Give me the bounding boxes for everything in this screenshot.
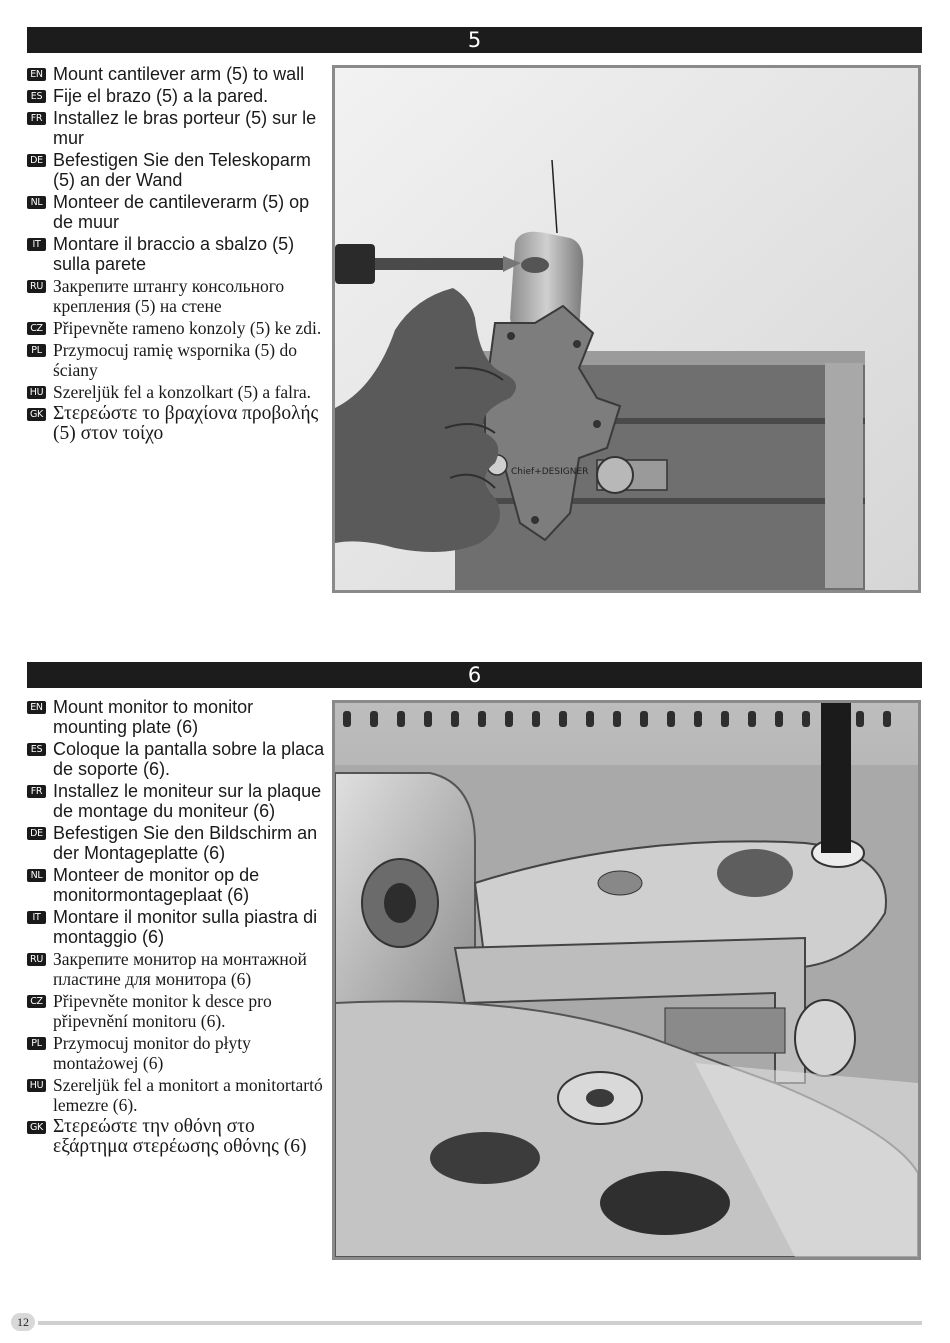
locking-knob-icon [795, 1000, 855, 1076]
step-6-header [27, 662, 922, 688]
lang-code-badge: DE [27, 154, 46, 167]
instruction-it [27, 234, 327, 274]
lang-code-badge: GK [27, 1121, 46, 1134]
plate-brand-text: Chief+DESIGNER [511, 467, 589, 477]
instruction-text: Mount cantilever arm (5) to wall [53, 64, 305, 84]
lang-code-badge: CZ [27, 995, 46, 1008]
instruction-hu [27, 1075, 327, 1115]
instruction-es [27, 86, 327, 106]
instruction-text: Στερεώστε την οθόνη στο εξάρτημα στερέωσης οθόνης (6) [53, 1116, 307, 1157]
instruction-ru [27, 276, 327, 316]
instruction-text: Befestigen Sie den Teleskoparm (5) an der Wand [53, 150, 311, 190]
instruction-de [27, 150, 327, 190]
lang-code-badge: ES [27, 743, 46, 756]
step-6-photo [332, 700, 921, 1260]
instruction-nl [27, 192, 327, 232]
instruction-text: Montare il monitor sulla piastra di montaggio (6) [53, 907, 318, 947]
page-number: 12 [11, 1313, 35, 1331]
step-5-header [27, 27, 922, 53]
instruction-text: Připevněte monitor k desce pro připevnění monitoru (6). [53, 991, 272, 1031]
lang-code-badge: RU [27, 953, 46, 966]
lang-code-badge: FR [27, 112, 46, 125]
instruction-ru [27, 949, 327, 989]
instruction-text: Στερεώστε το βραχίονα προβολής (5) στον τοίχο [53, 403, 319, 444]
instruction-text: Закрепите штангу консольного крепления (5) на стене [53, 276, 285, 316]
instruction-pl [27, 1033, 327, 1073]
lang-code-badge: IT [27, 238, 46, 251]
instruction-it [27, 907, 327, 947]
step-5-instructions [27, 64, 327, 446]
lang-code-badge: HU [27, 1079, 46, 1092]
step-5-number: 5 [467, 28, 482, 52]
instruction-pl [27, 340, 327, 380]
instruction-text: Закрепите монитор на монтажной пластине для монитора (6) [53, 949, 307, 989]
instruction-nl [27, 865, 327, 905]
instruction-gk [27, 404, 327, 444]
instruction-text: Coloque la pantalla sobre la placa de soporte (6). [53, 739, 325, 779]
step-6-number: 6 [467, 663, 482, 687]
instruction-fr [27, 781, 327, 821]
instruction-text: Przymocuj ramię wspornika (5) do ściany [53, 340, 297, 380]
instruction-en [27, 697, 327, 737]
lang-code-badge: EN [27, 701, 46, 714]
instruction-text: Monteer de monitor op de monitormontageplaat (6) [53, 865, 260, 905]
instruction-text: Mount monitor to monitor mounting plate (6) [53, 697, 254, 737]
step-5-illustration [335, 68, 918, 590]
instruction-text: Fije el brazo (5) a la pared. [53, 86, 269, 106]
instruction-fr [27, 108, 327, 148]
lang-code-badge: IT [27, 911, 46, 924]
lang-code-badge: FR [27, 785, 46, 798]
instruction-text: Przymocuj monitor do płyty montażowej (6) [53, 1033, 251, 1073]
instruction-gk [27, 1117, 327, 1157]
perforated-strip [343, 711, 891, 727]
step-6-illustration [335, 703, 918, 1257]
instruction-text: Szereljük fel a monitort a monitortartó lemezre (6). [53, 1075, 323, 1115]
lang-code-badge: NL [27, 869, 46, 882]
instruction-en [27, 64, 327, 84]
drill-body [335, 244, 375, 284]
lang-code-badge: ES [27, 90, 46, 103]
knob-icon [597, 457, 633, 493]
instruction-es [27, 739, 327, 779]
instruction-cz [27, 318, 327, 338]
instruction-text: Szereljük fel a konzolkart (5) a falra. [53, 382, 311, 402]
lang-code-badge: EN [27, 68, 46, 81]
step-6-instructions [27, 697, 327, 1159]
instruction-text: Befestigen Sie den Bildschirm an der Montageplatte (6) [53, 823, 318, 863]
footer-rule [38, 1321, 922, 1325]
instruction-text: Installez le bras porteur (5) sur le mur [53, 108, 317, 148]
step-5-photo [332, 65, 921, 593]
lang-code-badge: NL [27, 196, 46, 209]
instruction-cz [27, 991, 327, 1031]
instruction-de [27, 823, 327, 863]
lang-code-badge: RU [27, 280, 46, 293]
lang-code-badge: GK [27, 408, 46, 421]
instruction-text: Installez le moniteur sur la plaque de montage du moniteur (6) [53, 781, 322, 821]
instruction-hu [27, 382, 327, 402]
instruction-text: Připevněte rameno konzoly (5) ke zdi. [53, 318, 322, 338]
instruction-text: Montare il braccio a sbalzo (5) sulla parete [53, 234, 295, 274]
lang-code-badge: CZ [27, 322, 46, 335]
lang-code-badge: DE [27, 827, 46, 840]
screwdriver [821, 703, 851, 853]
lang-code-badge: PL [27, 1037, 46, 1050]
instruction-text: Monteer de cantileverarm (5) op de muur [53, 192, 310, 232]
lang-code-badge: HU [27, 386, 46, 399]
lang-code-badge: PL [27, 344, 46, 357]
